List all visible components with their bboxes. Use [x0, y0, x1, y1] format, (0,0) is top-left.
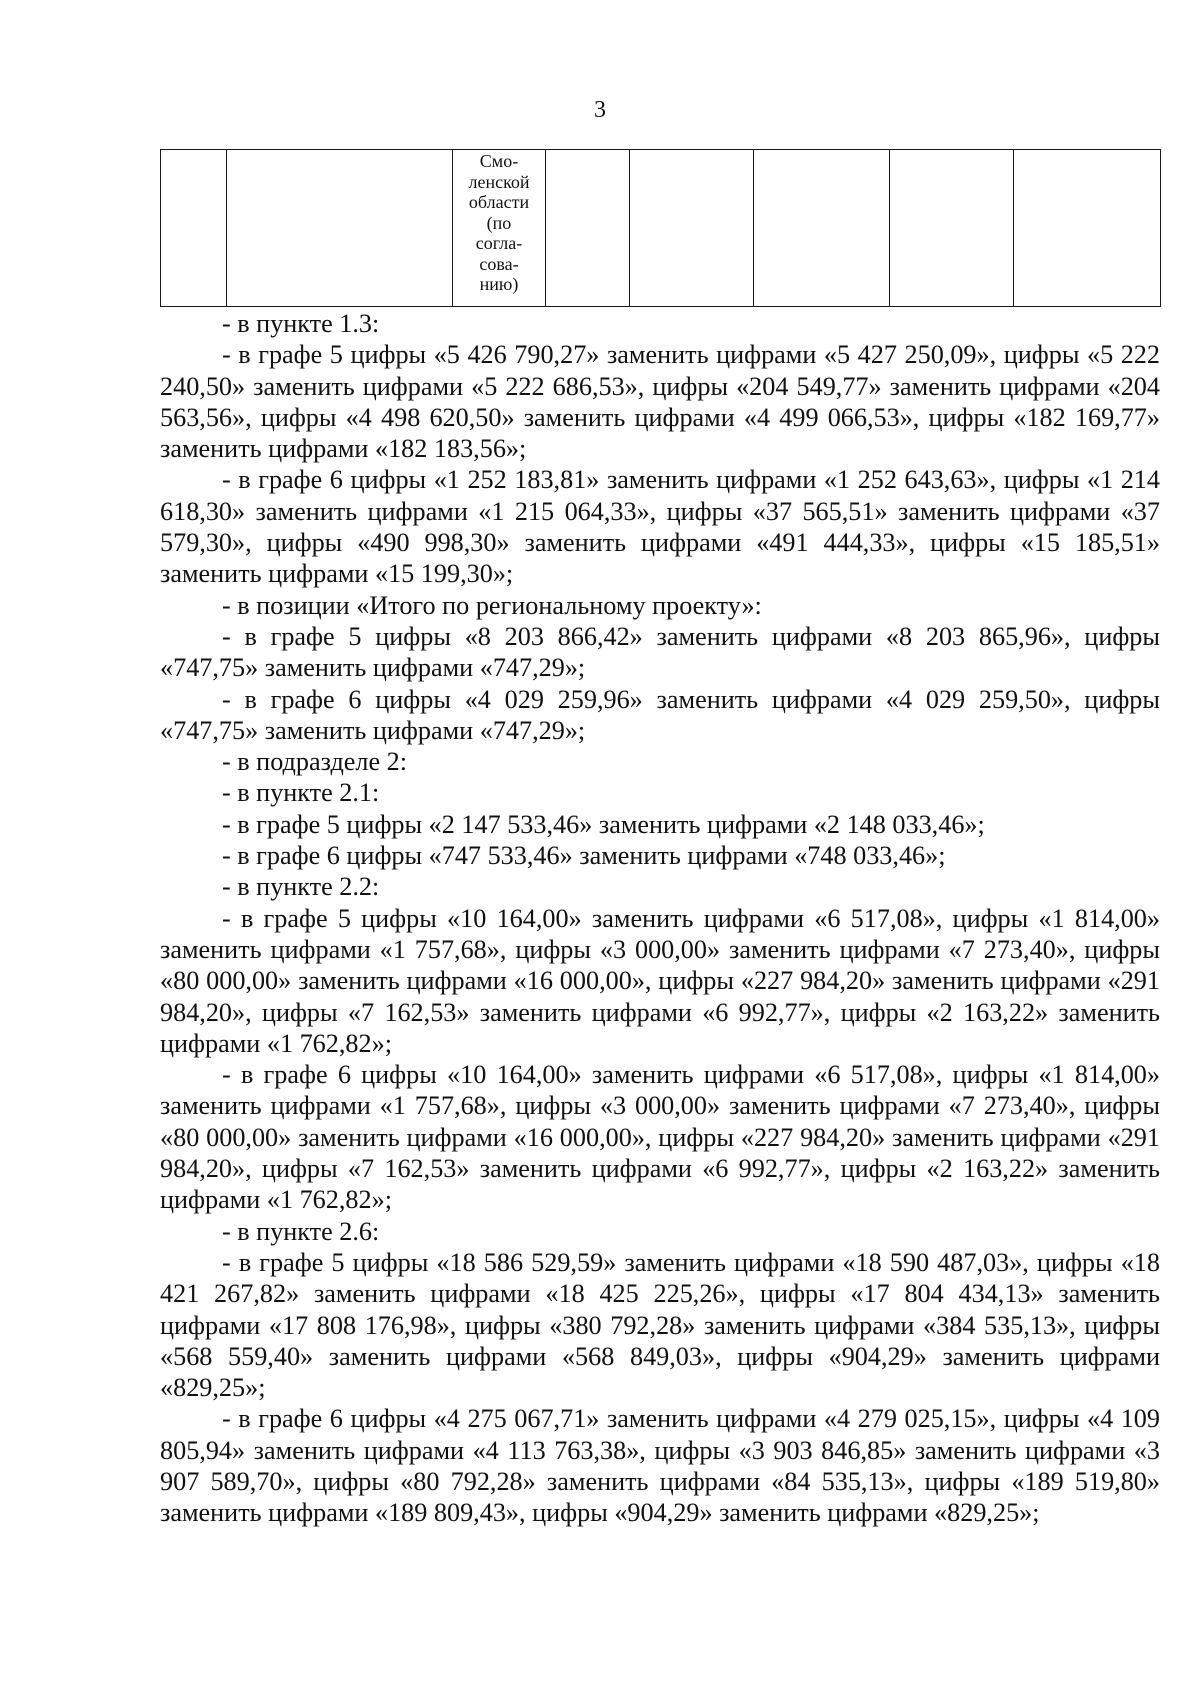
- table-cell-col-1: [161, 150, 227, 307]
- amendment-heading: - в пункте 1.3:: [222, 309, 380, 338]
- amendment-paragraph: - в графе 6 цифры «747 533,46» заменить цифрами «748 033,46»;: [222, 841, 946, 871]
- amendment-heading: - в пункте 2.1:: [222, 778, 380, 808]
- table-cell-executor: [453, 150, 546, 307]
- table-continuation: [160, 149, 1161, 307]
- amendments-text: [160, 308, 1160, 1529]
- amendment-paragraph: - в графе 6 цифры «4 029 259,96» заменить цифрами «4 029 259,50», цифры «747,75» заменить цифрами «747,29»;: [160, 684, 1160, 745]
- executor-line: ленской: [468, 171, 530, 192]
- amendment-heading: - в подразделе 2:: [222, 747, 407, 777]
- amendment-heading: - в пункте 2.6:: [222, 1216, 380, 1246]
- table-row: [161, 150, 1161, 307]
- executor-line: согла-: [475, 233, 523, 253]
- page-number: 3: [594, 97, 606, 123]
- executor-line: Смо-: [479, 151, 519, 171]
- amendment-heading: - в пункте 2.2:: [222, 872, 380, 902]
- executor-line: (по: [486, 212, 512, 233]
- table-cell-col-7: [890, 150, 1014, 307]
- amendment-paragraph: - в графе 5 цифры «5 426 790,27» заменить цифрами «5 427 250,09», цифры «5 222 240,50» заменить цифрами «5 222 686,53», цифры «204 549,77» заменить цифрами «204 563,56», цифры «4 498 620,50» заменить цифрами «4 499 066,53», цифры «182 169,77» заменить цифрами «182 183,56»;: [160, 340, 1160, 464]
- amendment-paragraph: - в графе 5 цифры «2 147 533,46» заменить цифрами «2 148 033,46»;: [222, 809, 985, 839]
- table-cell-col-8: [1014, 150, 1161, 307]
- table-cell-col-4: [546, 150, 630, 307]
- table-cell-col-5: [630, 150, 754, 307]
- table-cell-col-6: [754, 150, 890, 307]
- executor-line: сова-: [479, 253, 519, 274]
- amendment-paragraph: - в графе 6 цифры «1 252 183,81» заменить цифрами «1 252 643,63», цифры «1 214 618,30» заменить цифрами «1 215 064,33», цифры «37 565,51» заменить цифрами «37 579,30», цифры «490 998,30» заменить цифрами «491 444,33», цифры «15 185,51» заменить цифрами «15 199,30»;: [160, 465, 1160, 589]
- executor-line: нию): [479, 274, 519, 294]
- table-cell-col-2: [227, 150, 453, 307]
- executor-line: области: [468, 192, 530, 212]
- amendment-heading: - в позиции «Итого по региональному проекту»:: [222, 590, 762, 620]
- amendment-paragraph: - в графе 5 цифры «8 203 866,42» заменить цифрами «8 203 865,96», цифры «747,75» заменить цифрами «747,29»;: [160, 621, 1160, 683]
- executor-cell-text: [453, 150, 545, 295]
- amendment-paragraph: - в графе 5 цифры «10 164,00» заменить цифрами «6 517,08», цифры «1 814,00» заменить цифрами «1 757,68», цифры «3 000,00» заменить цифрами «7 273,40», цифры «80 000,00» заменить цифрами «16 000,00», цифры «227 984,20» заменить цифрами «291 984,20», цифры «7 162,53» заменить цифрами «6 992,77», цифры «2 163,22» заменить цифрами «1 762,82»;: [160, 903, 1160, 1058]
- amendment-paragraph: - в графе 6 цифры «10 164,00» заменить цифрами «6 517,08», цифры «1 814,00» заменить цифрами «1 757,68», цифры «3 000,00» заменить цифрами «7 273,40», цифры «80 000,00» заменить цифрами «16 000,00», цифры «227 984,20» заменить цифрами «291 984,20», цифры «7 162,53» заменить цифрами «6 992,77», цифры «2 163,22» заменить цифрами «1 762,82»;: [160, 1060, 1160, 1215]
- amendment-paragraph: - в графе 5 цифры «18 586 529,59» заменить цифрами «18 590 487,03», цифры «18 421 267,82» заменить цифрами «18 425 225,26», цифры «17 804 434,13» заменить цифрами «17 808 176,98», цифры «380 792,28» заменить цифрами «384 535,13», цифры «568 559,40» заменить цифрами «568 849,03», цифры «904,29» заменить цифрами «829,25»;: [160, 1247, 1160, 1403]
- amendment-paragraph: - в графе 6 цифры «4 275 067,71» заменить цифрами «4 279 025,15», цифры «4 109 805,94» заменить цифрами «4 113 763,38», цифры «3 903 846,85» заменить цифрами «3 907 589,70», цифры «80 792,28» заменить цифрами «84 535,13», цифры «189 519,80» заменить цифрами «189 809,43», цифры «904,29» заменить цифрами «829,25»;: [160, 1404, 1160, 1528]
